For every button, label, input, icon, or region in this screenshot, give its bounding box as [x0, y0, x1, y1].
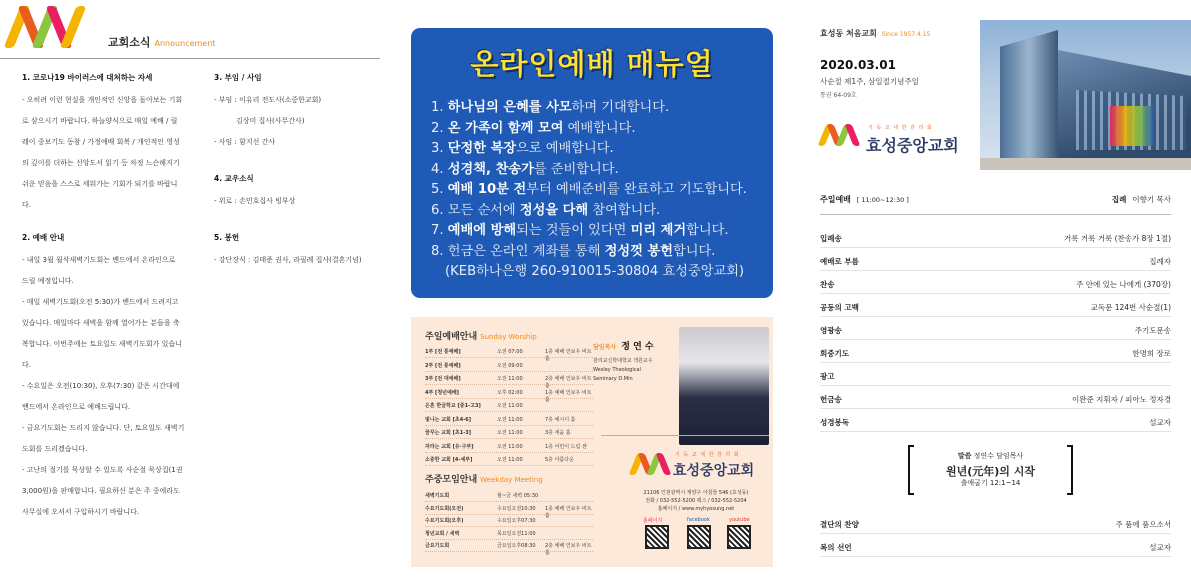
order-item-value: 집례자 — [1149, 257, 1171, 266]
church-tagline: 효성동 처음교회 Since 1957.4.15 — [820, 29, 931, 38]
schedule-row — [425, 502, 593, 519]
sermon-title: 원년(元年)의 시작 — [945, 465, 1035, 478]
order-row — [820, 412, 1171, 432]
bulletin-volume: 통권 64-09호 — [820, 92, 857, 99]
order-item-label: 성경봉독 — [820, 418, 849, 427]
order-item-label: 광고 — [820, 372, 835, 381]
manual-item: 8. 헌금은 온라인 계좌를 통해 정성껏 봉헌합니다. — [431, 243, 716, 259]
order-item-value: 교독문 124번 사순절(1) — [1090, 303, 1171, 312]
schedule-name: 꿈꾸는 교회 [초1-3] — [425, 430, 472, 436]
schedule-time: 오전 11:00 — [497, 443, 523, 450]
manual-item: 7. 예배에 방해되는 것들이 있다면 미리 제거합니다. — [431, 223, 729, 238]
announcement-title: 교회소식 Announcement — [108, 36, 216, 49]
order-row — [820, 514, 1171, 534]
schedule-row — [425, 426, 593, 439]
schedule-row — [425, 489, 593, 502]
announcement-panel — [0, 0, 385, 582]
schedule-time: 오전 09:00 — [497, 362, 523, 369]
order-item-label: 입례송 — [820, 234, 842, 243]
qr-label-facebook: facebook — [687, 517, 710, 523]
manual-item: 1. 하나님의 은혜를 사모하며 기대합니다. — [431, 100, 670, 115]
pastor-photo — [679, 327, 769, 445]
order-row — [820, 366, 1171, 386]
church-name: 효성중앙교회 — [673, 463, 755, 479]
schedule-name: 빛나는 교회 [초4-6] — [425, 416, 472, 423]
announcement-column-1: 1. 코로나19 바이러스에 대처하는 자세 - 오히려 이런 현실을 개인적인 신앙을 돌아보는 기회 로 삼으시기 바랍니다. 하늘양식으로 매일 예배 / 릴 레이 중보기도 동참 / 가정예배 회복 / 개인적인 영성 의 깊이를 더하는 신앙도서 읽기 등 차정 느슨해지기 쉬운 믿음을 스스로 세워가는 기회가 되기를 바랍니 다. 2. 예배 안내 - 내일 3월 월삭새벽기도회는 밴드에서 온라인으로 드릴 예정입니다. - 매일 새벽기도회(오전 5:30)가 밴드에서 드려지고 있습니다. 매일마다 새벽을 함께 열어가는 분들을 축 복합니다. 이번주에는 토요일도 새벽기도회가 있습니 다. - 수요일은 오전(10:30), 오후(7:30) 같은 시간대에 밴드에서 온라인으로 예배드립니다. - 금요기도회는 드리지 않습니다. 단, 토요일도 새벽기 도회를 드리겠습니다. - 고난의 절기를 묵상할 수 있도록 사순절 묵상집(1권 3,000원)을 판매합니다. 필요하신 분은 주 중에라도 사무실에 오셔서 구입하시기 바랍니다. — [22, 73, 185, 516]
qr-label-homepage: 홈페이지 — [643, 518, 663, 524]
manual-list — [431, 98, 763, 283]
church-logo-icon — [820, 120, 860, 150]
manual-title: 온라인예배 매뉴얼 — [470, 47, 714, 81]
schedule-name: 청년교회 / 새벽 — [425, 530, 460, 537]
schedule-row — [425, 399, 593, 412]
sermon-preacher: 말씀 정연수 담임목사 — [957, 452, 1024, 460]
manual-item: 6. 모든 순서에 정성을 다해 참여합니다. — [431, 202, 661, 218]
order-item-label: 찬송 — [820, 280, 835, 289]
sermon-reference: 출애굽기 12:1~14 — [960, 479, 1021, 487]
church-name: 효성중앙교회 — [866, 136, 959, 155]
schedule-place: 1층 어린이 드림 센 — [545, 443, 587, 450]
schedule-row — [425, 440, 593, 453]
schedule-place: 7층 예시디 홀 — [545, 416, 576, 423]
manual-account: (KEB하나은행 260-910015-30804 효성중앙교회) — [445, 264, 745, 279]
church-logo-icon — [631, 451, 671, 481]
order-item-label: 헌금송 — [820, 395, 842, 404]
order-item-value: 거룩 거룩 거룩 (찬송가 8장 1절) — [1063, 234, 1171, 243]
order-row — [820, 537, 1171, 557]
schedule-row — [425, 359, 593, 372]
schedule-row — [425, 453, 593, 466]
schedule-time: 오전 11:00 — [497, 416, 523, 423]
bulletin-week: 사순절 제1주, 삼일절기념주일 — [820, 77, 919, 86]
manual-item: 3. 단정한 복장으로 예배합니다. — [431, 141, 614, 156]
pastor-description: 감리교신학대학교 객원교수 Wesley Theological Seminary D.Min — [593, 358, 653, 382]
online-worship-manual — [411, 28, 773, 298]
manual-item: 4. 성경책, 찬송가를 준비합니다. — [431, 161, 619, 177]
weekday-meeting-heading: 주중모임안내 Weekday Meeting — [425, 475, 543, 485]
order-item-value: 주기도문송 — [1134, 326, 1171, 335]
worship-schedule — [411, 317, 773, 567]
schedule-row — [425, 539, 593, 556]
schedule-time: 오전 11:00 — [497, 457, 523, 463]
qr-label-youtube: youtube — [729, 517, 750, 523]
church-building-image — [980, 20, 1191, 170]
manual-item: 5. 예배 10분 전부터 예배준비를 완료하고 기도합니다. — [431, 182, 747, 197]
schedule-row — [425, 413, 593, 426]
schedule-place: 3층 세움 홀 — [545, 430, 571, 436]
order-row — [820, 251, 1171, 271]
schedule-time: 수요일오전10:30 — [497, 505, 536, 512]
schedule-row — [425, 527, 593, 540]
order-item-value: 한명희 장로 — [1132, 349, 1171, 358]
schedule-name: 자라는 교회 [유·구부] — [425, 443, 474, 450]
order-item-label: 예배로 부름 — [820, 257, 859, 266]
schedule-time: 월~금 새벽 05:30 — [497, 493, 539, 499]
order-row — [820, 389, 1171, 409]
schedule-name: 3부 [전 대예배] — [425, 376, 461, 382]
order-row — [820, 320, 1171, 340]
schedule-place: 1층 예배 인보우 비트홀 — [545, 349, 592, 362]
pastor-label: 담임목사 정 연 수 — [593, 342, 654, 352]
order-item-value: 설교자 — [1149, 543, 1171, 552]
schedule-time: 금요일오후08:30 — [497, 543, 536, 549]
order-row — [820, 297, 1171, 317]
schedule-row — [425, 345, 593, 362]
schedule-time: 수요일오후07:30 — [497, 518, 536, 524]
order-row — [820, 343, 1171, 363]
announcement-column-2: 3. 부임 / 사임 - 부임 : 이유리 전도사(소중한교회) 김상미 집사(사무간사) - 사임 : 함지선 간사 4. 교우소식 - 위로 : 손민호집사 빙부상 5. 봉헌 - 강단장식 : 김태준 권사, 라필례 집사(결혼기념) — [214, 73, 362, 264]
church-denomination: 기 독 교 대 한 감 리 회 — [868, 125, 933, 131]
order-item-value: 이완준 지휘자 / 피아노 정자경 — [1071, 395, 1171, 404]
schedule-time: 오전 11:00 — [497, 430, 523, 436]
order-row — [820, 274, 1171, 294]
sunday-worship-heading: 주일예배안내 Sunday Worship — [425, 332, 537, 342]
manual-item: 2. 온 가족이 함께 모여 예배합니다. — [431, 120, 636, 136]
qr-code-homepage[interactable] — [645, 525, 669, 549]
bulletin-date: 2020.03.01 — [820, 58, 896, 72]
schedule-name: 은혼 한글학교 [중1-고3] — [425, 403, 481, 409]
schedule-name: 소중한 교회 [4-세부] — [425, 457, 473, 463]
schedule-time: 오전 11:00 — [497, 376, 523, 382]
order-item-label: 회중기도 — [820, 349, 849, 358]
sermon-box — [908, 445, 1073, 495]
schedule-row — [425, 514, 593, 527]
order-item-value: 설교자 — [1149, 418, 1171, 427]
schedule-place: 2층 예배 인보우 비트홀 — [545, 376, 592, 389]
schedule-name: 새벽기도회 — [425, 493, 450, 499]
schedule-name: 4부 [청년예배] — [425, 389, 459, 396]
service-heading: 주일예배 [ 11:00~12:30 ] — [820, 195, 909, 204]
schedule-name: 수요기도회(오전) — [425, 505, 464, 512]
order-item-label: 영광송 — [820, 326, 842, 335]
schedule-time: 오전 07:00 — [497, 349, 523, 355]
order-item-label: 결단의 찬양 — [820, 520, 859, 529]
schedule-place: 1층 예배 인보우 비트홀 — [545, 505, 592, 519]
schedule-place: 1층 예배 인보우 비트홀 — [545, 389, 592, 403]
church-contact: 21106 인천광역시 계양구 아침뜰 546 (효성동) 전화 / 032-552-5200 팩스 / 032-552-5204 홈페이지 / www.myhyosung.net — [643, 490, 749, 512]
order-item-value: 주 안에 있는 나에게 (370장) — [1076, 280, 1171, 289]
service-leader: 집례 이향기 목사 — [1111, 195, 1171, 204]
schedule-row — [425, 386, 593, 403]
bulletin-cover-panel — [810, 0, 1191, 582]
schedule-place: 5층 아름다운 — [545, 457, 574, 463]
schedule-name: 수요기도회(오후) — [425, 518, 464, 524]
schedule-time: 목요일오전11:00 — [497, 530, 536, 537]
qr-code-facebook[interactable] — [687, 525, 711, 549]
order-item-label: 복의 선언 — [820, 543, 852, 552]
order-item-value: 주 품에 품으소서 — [1115, 520, 1171, 529]
qr-code-youtube[interactable] — [727, 525, 751, 549]
schedule-place: 2층 예배 인보우 비트홀 — [545, 543, 592, 556]
schedule-row — [425, 372, 593, 389]
schedule-time: 오전 11:00 — [497, 403, 523, 409]
schedule-name: 금요기도회 — [425, 543, 450, 549]
order-row — [820, 228, 1171, 248]
church-logo-icon — [6, 0, 96, 56]
schedule-time: 오후 02:00 — [497, 389, 523, 396]
schedule-name: 1부 [전 통예배] — [425, 349, 461, 355]
order-item-label: 공동의 고백 — [820, 303, 859, 312]
schedule-name: 2부 [전 통예배] — [425, 362, 461, 369]
church-denomination: 기 독 교 대 한 감 리 회 — [675, 452, 740, 458]
